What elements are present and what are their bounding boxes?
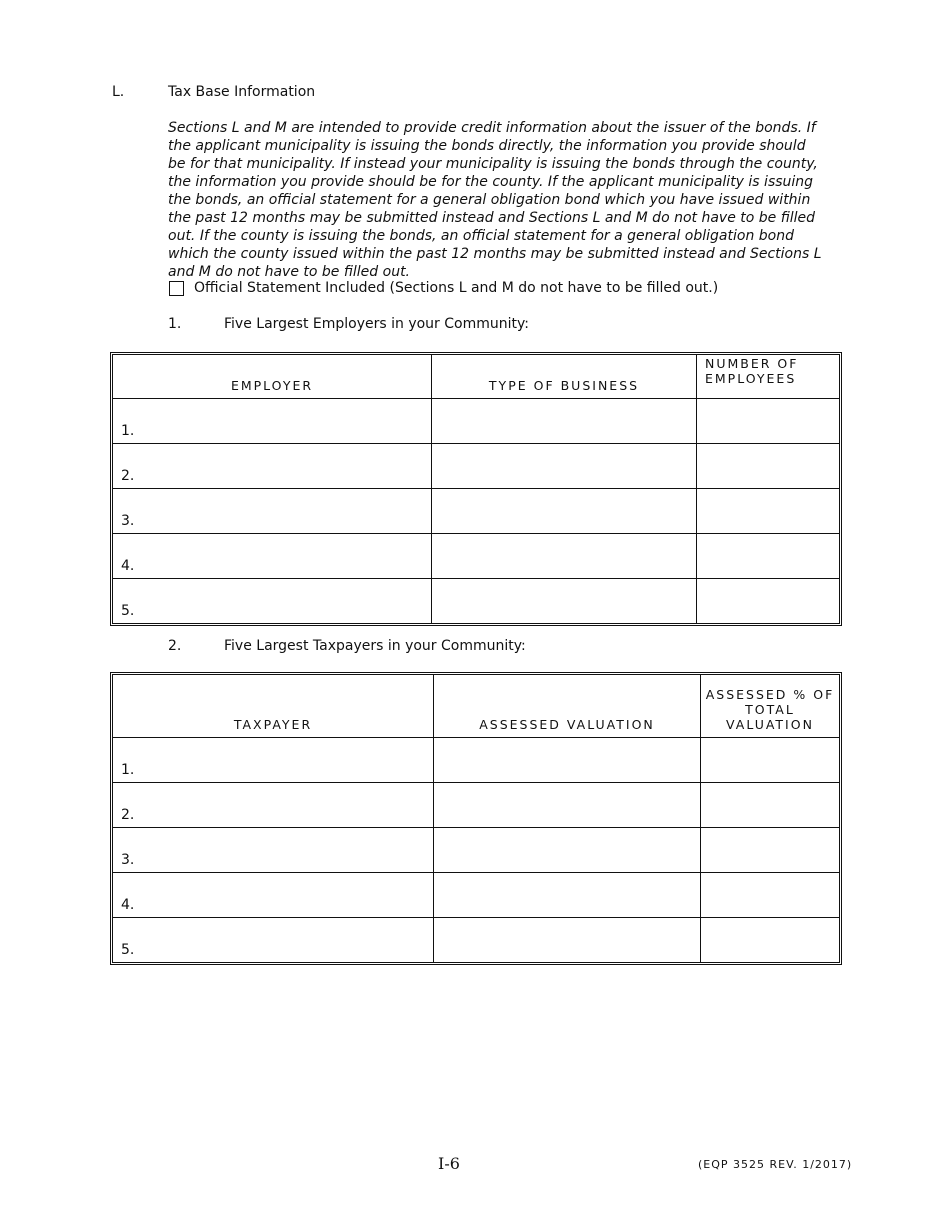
assessed-percent-cell[interactable]	[701, 828, 840, 873]
taxpayer-cell[interactable]: 2.	[113, 783, 434, 828]
employers-heading: Five Largest Employers in your Community:	[224, 316, 529, 332]
taxpayer-row	[113, 738, 840, 783]
employer-row	[113, 444, 840, 489]
type-of-business-column-header: TYPE OF BUSINESS	[432, 355, 697, 399]
assessed-percent-cell[interactable]	[701, 738, 840, 783]
taxpayer-column-header: TAXPAYER	[113, 675, 434, 738]
assessed-percent-column-header: ASSESSED % OF TOTAL VALUATION	[701, 675, 840, 738]
employer-row	[113, 489, 840, 534]
type-of-business-cell[interactable]	[432, 399, 697, 444]
employers-table	[110, 352, 842, 626]
employer-cell[interactable]: 2.	[113, 444, 432, 489]
assessed-percent-cell[interactable]	[701, 873, 840, 918]
type-of-business-cell[interactable]	[432, 579, 697, 624]
taxpayers-heading: Five Largest Taxpayers in your Community:	[224, 638, 526, 654]
assessed-valuation-cell[interactable]	[434, 828, 701, 873]
taxpayers-header-row	[113, 675, 840, 738]
assessed-percent-cell[interactable]	[701, 918, 840, 963]
assessed-valuation-cell[interactable]	[434, 783, 701, 828]
taxpayer-cell[interactable]: 4.	[113, 873, 434, 918]
employer-cell[interactable]: 3.	[113, 489, 432, 534]
assessed-valuation-cell[interactable]	[434, 918, 701, 963]
page-number: I-6	[438, 1154, 460, 1173]
official-statement-label: Official Statement Included (Sections L and M do not have to be filled out.)	[194, 280, 719, 296]
type-of-business-cell[interactable]	[432, 489, 697, 534]
taxpayer-row	[113, 783, 840, 828]
section-letter: L.	[112, 84, 125, 100]
section-title: Tax Base Information	[168, 84, 316, 100]
employer-cell[interactable]: 5.	[113, 579, 432, 624]
official-statement-checkbox[interactable]	[169, 281, 184, 296]
employer-cell[interactable]: 1.	[113, 399, 432, 444]
assessed-percent-cell[interactable]	[701, 783, 840, 828]
number-of-employees-cell[interactable]	[697, 444, 840, 489]
assessed-valuation-cell[interactable]	[434, 738, 701, 783]
employer-row	[113, 399, 840, 444]
employer-row	[113, 579, 840, 624]
assessed-valuation-cell[interactable]	[434, 873, 701, 918]
form-identifier: (EQP 3525 REV. 1/2017)	[698, 1158, 853, 1171]
employers-header-row	[113, 355, 840, 399]
number-of-employees-column-header: NUMBER OF EMPLOYEES	[697, 355, 840, 399]
taxpayer-cell[interactable]: 3.	[113, 828, 434, 873]
type-of-business-cell[interactable]	[432, 534, 697, 579]
taxpayer-cell[interactable]: 1.	[113, 738, 434, 783]
number-of-employees-cell[interactable]	[697, 579, 840, 624]
section-instructions: Sections L and M are intended to provide credit information about the issuer of the bonds. If the applicant municipality is issuing the bonds directly, the information you provide should be for that municipality. If instead your municipality is issuing the bonds through the county, the information you provide should be for the county. If the applicant municipality is issuing the bonds, an official statement for a general obligation bond which you have issued within the past 12 months may be submitted instead and Sections L and M do not have to be filled out. If the county is issuing the bonds, an official statement for a general obligation bond which the county issued within the past 12 months may be submitted instead and Sections L and M do not have to be filled out.	[168, 120, 822, 280]
employer-row	[113, 534, 840, 579]
employer-column-header: EMPLOYER	[113, 355, 432, 399]
number-of-employees-cell[interactable]	[697, 489, 840, 534]
taxpayer-row	[113, 873, 840, 918]
number-of-employees-cell[interactable]	[697, 534, 840, 579]
number-of-employees-cell[interactable]	[697, 399, 840, 444]
taxpayer-cell[interactable]: 5.	[113, 918, 434, 963]
taxpayers-item-number: 2.	[168, 638, 182, 654]
employers-item-number: 1.	[168, 316, 182, 332]
taxpayers-table	[110, 672, 842, 965]
assessed-valuation-column-header: ASSESSED VALUATION	[434, 675, 701, 738]
employer-cell[interactable]: 4.	[113, 534, 432, 579]
type-of-business-cell[interactable]	[432, 444, 697, 489]
taxpayer-row	[113, 828, 840, 873]
taxpayer-row	[113, 918, 840, 963]
